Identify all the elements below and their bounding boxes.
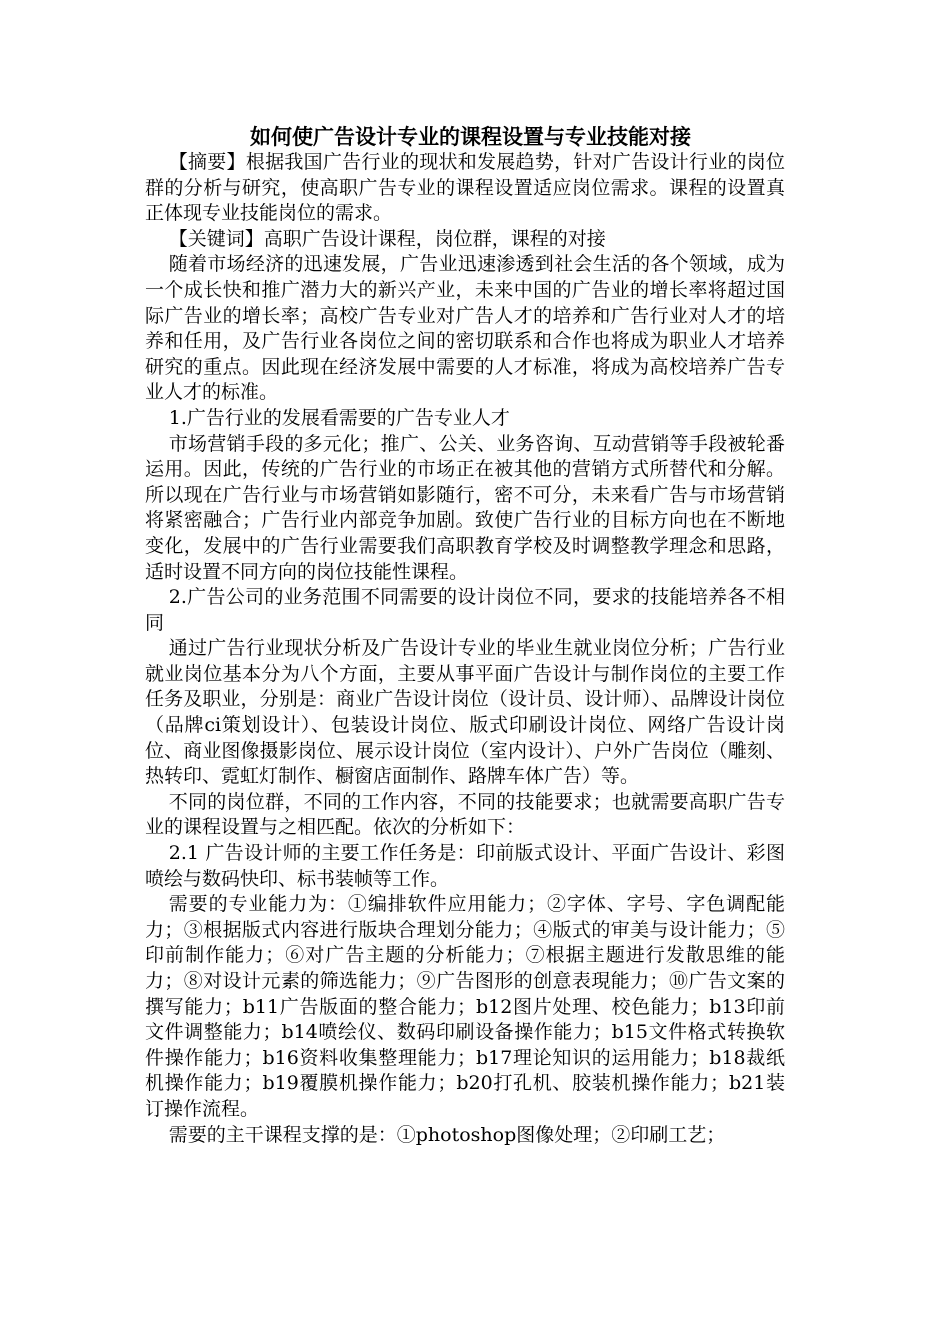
- section-2-paragraph: 通过广告行业现状分析及广告设计专业的毕业生就业岗位分析；广告行业就业岗位基本分为八个方面，主要从事平面广告设计与制作岗位的主要工作任务及职业，分别是：商业广告设计岗位（设计员、设计师）、品牌设计岗位（品牌ci策划设计）、包装设计岗位、版式印刷设计岗位、网络广告设计岗位、商业图像摄影岗位、展示设计岗位（室内设计）、户外广告岗位（雕刻、热转印、霓虹灯制作、橱窗店面制作、路牌车体广告）等。: [145, 637, 785, 788]
- section-1-heading: 1.广告行业的发展看需要的广告专业人才: [168, 406, 510, 429]
- courses-paragraph: 需要的主干课程支撑的是：①photoshop图像处理；②印刷工艺；: [168, 1123, 726, 1146]
- section-2-1-heading: 2.1 广告设计师的主要工作任务是：印前版式设计、平面广告设计、彩图喷绘与数码快印、标书装帧等工作。: [145, 842, 785, 890]
- section-2-summary-paragraph: 不同的岗位群，不同的工作内容，不同的技能要求；也就需要高职广告专业的课程设置与之相匹配。依次的分析如下：: [145, 790, 785, 839]
- section-2-heading: 2.广告公司的业务范围不同需要的设计岗位不同，要求的技能培养各不相同: [145, 586, 785, 634]
- skills-paragraph: 需要的专业能力为：①编排软件应用能力；②字体、字号、字色调配能力；③根据版式内容进行版块合理划分能力；④版式的审美与设计能力；⑤印前制作能力；⑥对广告主题的分析能力；⑦根据主题进行发散思维的能力；⑧对设计元素的筛选能力；⑨广告图形的创意表現能力；⑩广告文案的撰写能力；b11广告版面的整合能力；b12图片处理、校色能力；b13印前文件调整能力；b14喷绘仪、数码印刷设备操作能力；b15文件格式转换软件操作能力；b16资料收集整理能力；b17理论知识的运用能力；b18裁纸机操作能力；b19覆膜机操作能力；b20打孔机、胶装机操作能力；b21装订操作流程。: [145, 893, 785, 1120]
- abstract-paragraph: 【摘要】根据我国广告行业的现状和发展趋势，针对广告设计行业的岗位群的分析与研究，使高职广告专业的课程设置适应岗位需求。课程的设置真正体现专业技能岗位的需求。: [145, 151, 785, 225]
- intro-paragraph: 随着市场经济的迅速发展，广告业迅速渗透到社会生活的各个领域，成为一个成长快和推广潜力大的新兴产业，未来中国的广告业的增长率将超过国际广告业的增长率；高校广告专业对广告人才的培养和广告行业对人才的培养和任用，及广告行业各岗位之间的密切联系和合作也将成为职业人才培养研究的重点。因此现在经济发展中需要的人才标准，将成为高校培养广告专业人才的标准。: [145, 253, 785, 404]
- section-1-paragraph: 市场营销手段的多元化；推广、公关、业务咨询、互动营销等手段被轮番运用。因此，传统的广告行业的市场正在被其他的营销方式所替代和分解。所以现在广告行业与市场营销如影随行，密不可分，未来看广告与市场营销将紧密融合；广告行业内部竞争加剧。致使广告行业的目标方向也在不断地变化，发展中的广告行业需要我们高职教育学校及时调整教学理念和思路，适时设置不同方向的岗位技能性课程。: [145, 432, 785, 583]
- keywords-paragraph: 【关键词】高职广告设计课程，岗位群，课程的对接: [168, 227, 606, 250]
- document-title: 如何使广告设计专业的课程设置与专业技能对接: [250, 124, 691, 149]
- document-body: [145, 150, 785, 1148]
